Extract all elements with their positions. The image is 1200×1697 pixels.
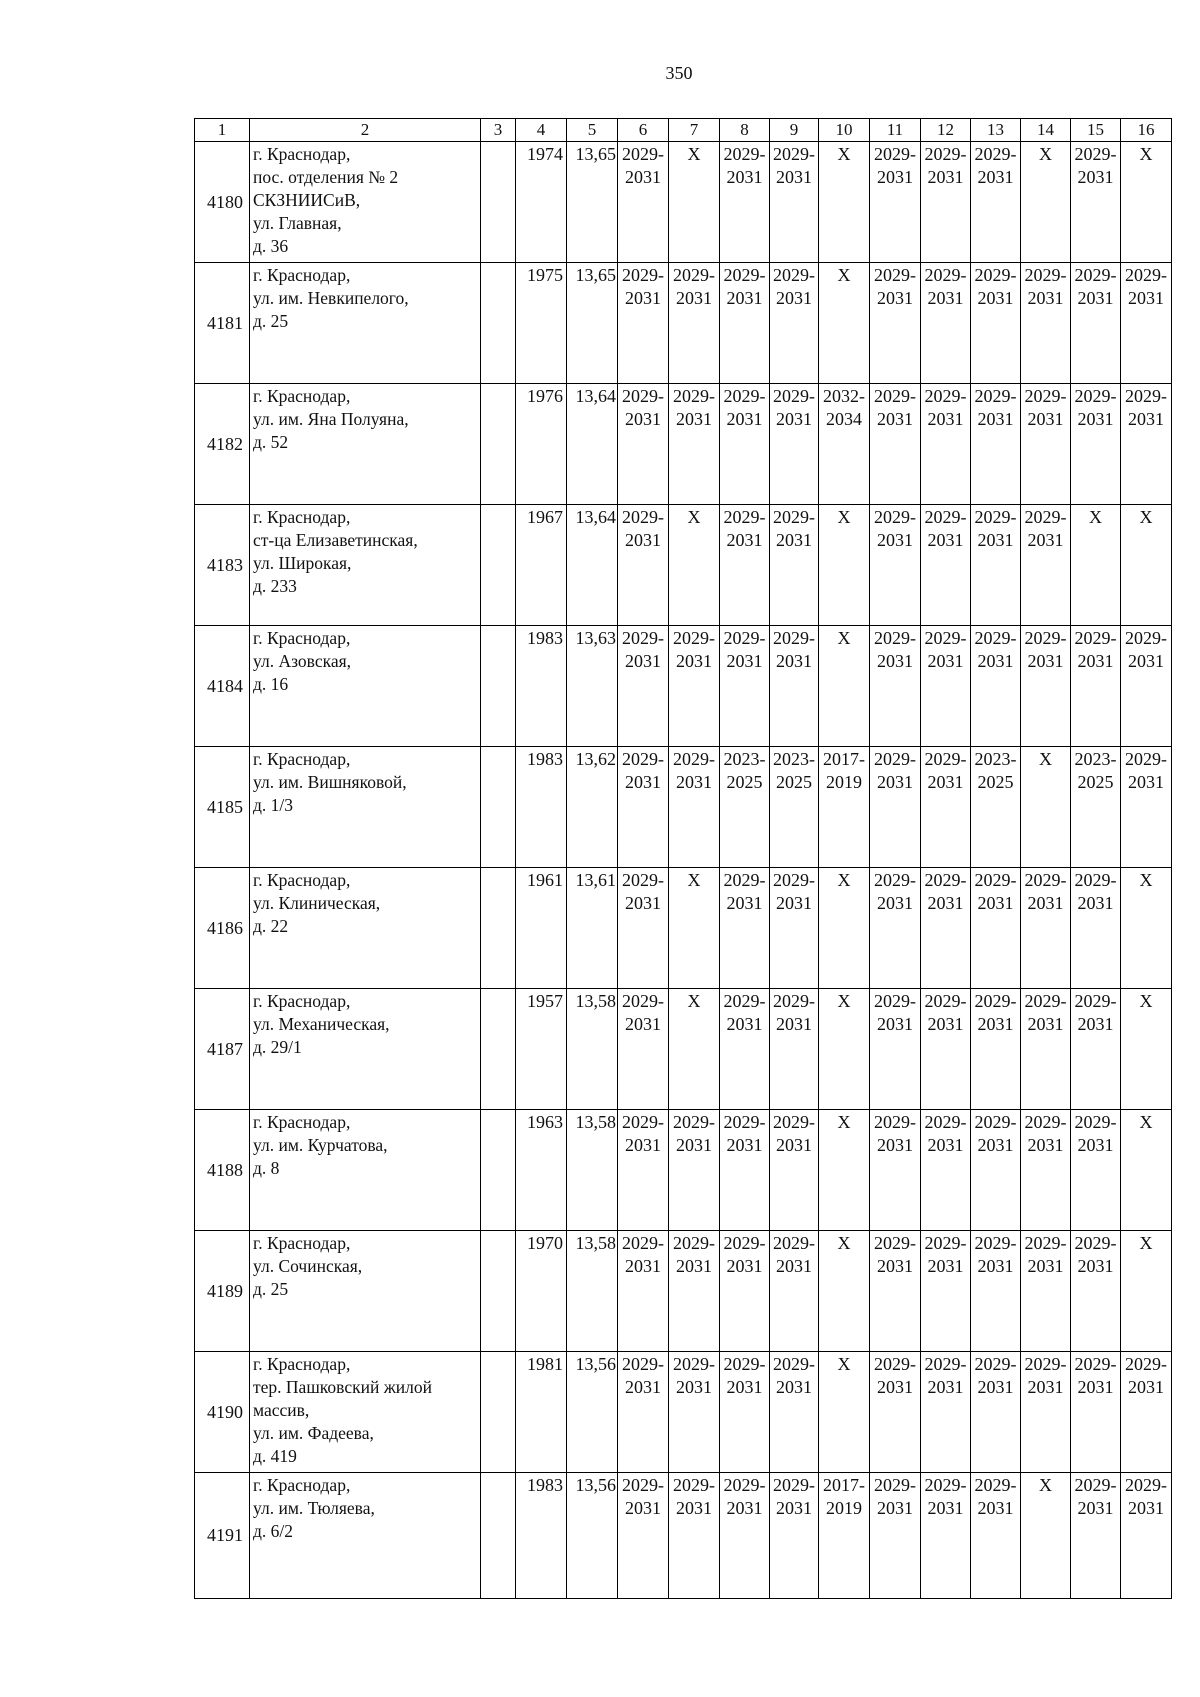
header-cell-16: 16 — [1121, 119, 1172, 142]
period-cell-col-14: 2029-2031 — [1021, 1110, 1071, 1231]
period-cell-col-10: X — [819, 263, 870, 384]
period-cell-col-11: 2029-2031 — [870, 505, 921, 626]
period-cell-col-15: 2029-2031 — [1071, 1473, 1121, 1599]
period-cell-col-12: 2029-2031 — [921, 626, 971, 747]
address-line: д. 25 — [253, 1279, 289, 1299]
period-cell-col-16: 2029-2031 — [1121, 626, 1172, 747]
column-3-cell — [481, 505, 516, 626]
period-cell-col-9: 2029-2031 — [770, 1352, 819, 1473]
period-cell-col-15: 2029-2031 — [1071, 1110, 1121, 1231]
address-cell — [250, 626, 481, 747]
period-cell-col-6: 2029-2031 — [618, 263, 669, 384]
address-line: д. 1/3 — [253, 795, 294, 815]
period-cell-col-9: 2029-2031 — [770, 868, 819, 989]
address-cell — [250, 263, 481, 384]
table-row — [195, 1110, 1172, 1231]
column-3-cell — [481, 1352, 516, 1473]
address-line: г. Краснодар, — [253, 1112, 351, 1132]
address-line: ул. Клиническая, — [253, 893, 381, 913]
address-line: д. 25 — [253, 311, 289, 331]
row-number: 4191 — [195, 1473, 250, 1599]
period-cell-col-7: 2029-2031 — [669, 626, 720, 747]
period-cell-col-13: 2029-2031 — [971, 989, 1021, 1110]
period-cell-col-10: X — [819, 505, 870, 626]
value-cell: 13,63 — [567, 626, 618, 747]
period-cell-col-14: 2029-2031 — [1021, 505, 1071, 626]
year-cell: 1970 — [516, 1231, 567, 1352]
period-cell-col-11: 2029-2031 — [870, 142, 921, 263]
header-cell-8: 8 — [720, 119, 770, 142]
period-cell-col-11: 2029-2031 — [870, 1110, 921, 1231]
period-cell-col-8: 2029-2031 — [720, 1352, 770, 1473]
year-cell: 1957 — [516, 989, 567, 1110]
year-cell: 1976 — [516, 384, 567, 505]
period-cell-col-12: 2029-2031 — [921, 1110, 971, 1231]
value-cell: 13,61 — [567, 868, 618, 989]
period-cell-col-10: 2032-2034 — [819, 384, 870, 505]
period-cell-col-6: 2029-2031 — [618, 747, 669, 868]
period-cell-col-14: 2029-2031 — [1021, 263, 1071, 384]
period-cell-col-8: 2029-2031 — [720, 626, 770, 747]
period-cell-col-11: 2029-2031 — [870, 626, 921, 747]
period-cell-col-14: X — [1021, 747, 1071, 868]
period-cell-col-7: 2029-2031 — [669, 1231, 720, 1352]
period-cell-col-13: 2029-2031 — [971, 1110, 1021, 1231]
address-line: г. Краснодар, — [253, 991, 351, 1011]
period-cell-col-11: 2029-2031 — [870, 1231, 921, 1352]
header-cell-6: 6 — [618, 119, 669, 142]
address-line: г. Краснодар, — [253, 507, 351, 527]
period-cell-col-7: 2029-2031 — [669, 1352, 720, 1473]
address-line: пос. отделения № 2 — [253, 167, 399, 187]
header-cell-4: 4 — [516, 119, 567, 142]
address-line: ул. Азовская, — [253, 651, 352, 671]
address-line: ул. им. Вишняковой, — [253, 772, 407, 792]
value-cell: 13,65 — [567, 263, 618, 384]
period-cell-col-8: 2029-2031 — [720, 384, 770, 505]
address-line: г. Краснодар, — [253, 628, 351, 648]
period-cell-col-16: X — [1121, 989, 1172, 1110]
period-cell-col-6: 2029-2031 — [618, 1110, 669, 1231]
year-cell: 1974 — [516, 142, 567, 263]
period-cell-col-15: 2029-2031 — [1071, 626, 1121, 747]
period-cell-col-8: 2029-2031 — [720, 989, 770, 1110]
table-row — [195, 747, 1172, 868]
period-cell-col-6: 2029-2031 — [618, 142, 669, 263]
period-cell-col-9: 2029-2031 — [770, 505, 819, 626]
header-cell-7: 7 — [669, 119, 720, 142]
period-cell-col-7: X — [669, 989, 720, 1110]
column-3-cell — [481, 384, 516, 505]
header-row — [195, 119, 1172, 142]
data-table — [194, 118, 1172, 1599]
table-body — [195, 142, 1172, 1599]
row-number: 4189 — [195, 1231, 250, 1352]
period-cell-col-16: 2029-2031 — [1121, 1352, 1172, 1473]
period-cell-col-9: 2029-2031 — [770, 1473, 819, 1599]
address-cell — [250, 1352, 481, 1473]
period-cell-col-12: 2029-2031 — [921, 1473, 971, 1599]
column-3-cell — [481, 868, 516, 989]
period-cell-col-9: 2029-2031 — [770, 626, 819, 747]
period-cell-col-7: X — [669, 505, 720, 626]
period-cell-col-8: 2029-2031 — [720, 1473, 770, 1599]
address-line: массив, — [253, 1400, 310, 1420]
row-number: 4182 — [195, 384, 250, 505]
address-line: ул. им. Фадеева, — [253, 1423, 374, 1443]
value-cell: 13,56 — [567, 1352, 618, 1473]
header-cell-12: 12 — [921, 119, 971, 142]
period-cell-col-7: 2029-2031 — [669, 1110, 720, 1231]
column-3-cell — [481, 1231, 516, 1352]
period-cell-col-8: 2029-2031 — [720, 142, 770, 263]
period-cell-col-9: 2029-2031 — [770, 263, 819, 384]
value-cell: 13,65 — [567, 142, 618, 263]
address-line: д. 29/1 — [253, 1037, 302, 1057]
address-cell — [250, 142, 481, 263]
period-cell-col-10: X — [819, 1231, 870, 1352]
period-cell-col-15: 2023-2025 — [1071, 747, 1121, 868]
period-cell-col-11: 2029-2031 — [870, 384, 921, 505]
table-row — [195, 384, 1172, 505]
period-cell-col-7: 2029-2031 — [669, 1473, 720, 1599]
address-line: ул. им. Невкипелого, — [253, 288, 409, 308]
address-line: д. 419 — [253, 1446, 297, 1466]
period-cell-col-13: 2029-2031 — [971, 505, 1021, 626]
period-cell-col-15: 2029-2031 — [1071, 1231, 1121, 1352]
column-3-cell — [481, 1473, 516, 1599]
period-cell-col-15: 2029-2031 — [1071, 1352, 1121, 1473]
period-cell-col-10: X — [819, 1352, 870, 1473]
table-row — [195, 263, 1172, 384]
period-cell-col-15: X — [1071, 505, 1121, 626]
year-cell: 1983 — [516, 1473, 567, 1599]
period-cell-col-11: 2029-2031 — [870, 868, 921, 989]
row-number: 4187 — [195, 989, 250, 1110]
period-cell-col-6: 2029-2031 — [618, 868, 669, 989]
period-cell-col-16: 2029-2031 — [1121, 384, 1172, 505]
period-cell-col-15: 2029-2031 — [1071, 263, 1121, 384]
period-cell-col-7: X — [669, 868, 720, 989]
address-cell — [250, 505, 481, 626]
period-cell-col-8: 2029-2031 — [720, 868, 770, 989]
period-cell-col-12: 2029-2031 — [921, 868, 971, 989]
row-number: 4180 — [195, 142, 250, 263]
address-line: д. 36 — [253, 236, 289, 256]
address-line: ул. Главная, — [253, 213, 342, 233]
header-cell-1: 1 — [195, 119, 250, 142]
period-cell-col-13: 2029-2031 — [971, 263, 1021, 384]
period-cell-col-12: 2029-2031 — [921, 989, 971, 1110]
address-line: ул. Сочинская, — [253, 1256, 363, 1276]
period-cell-col-6: 2029-2031 — [618, 626, 669, 747]
period-cell-col-12: 2029-2031 — [921, 505, 971, 626]
year-cell: 1967 — [516, 505, 567, 626]
address-cell — [250, 989, 481, 1110]
period-cell-col-9: 2023-2025 — [770, 747, 819, 868]
address-line: г. Краснодар, — [253, 870, 351, 890]
period-cell-col-11: 2029-2031 — [870, 1352, 921, 1473]
address-line: д. 52 — [253, 432, 289, 452]
period-cell-col-14: 2029-2031 — [1021, 1231, 1071, 1352]
table-row — [195, 989, 1172, 1110]
period-cell-col-10: X — [819, 989, 870, 1110]
period-cell-col-15: 2029-2031 — [1071, 142, 1121, 263]
period-cell-col-9: 2029-2031 — [770, 384, 819, 505]
row-number: 4190 — [195, 1352, 250, 1473]
period-cell-col-16: 2029-2031 — [1121, 263, 1172, 384]
period-cell-col-9: 2029-2031 — [770, 142, 819, 263]
table-row — [195, 142, 1172, 263]
address-line: ст-ца Елизаветинская, — [253, 530, 418, 550]
column-3-cell — [481, 626, 516, 747]
address-cell — [250, 868, 481, 989]
address-line: г. Краснодар, — [253, 749, 351, 769]
table-row — [195, 626, 1172, 747]
row-number: 4185 — [195, 747, 250, 868]
period-cell-col-13: 2029-2031 — [971, 868, 1021, 989]
address-line: г. Краснодар, — [253, 1354, 351, 1374]
period-cell-col-16: X — [1121, 1231, 1172, 1352]
period-cell-col-16: X — [1121, 868, 1172, 989]
table-row — [195, 1352, 1172, 1473]
period-cell-col-14: X — [1021, 142, 1071, 263]
row-number: 4184 — [195, 626, 250, 747]
period-cell-col-6: 2029-2031 — [618, 505, 669, 626]
year-cell: 1981 — [516, 1352, 567, 1473]
period-cell-col-14: 2029-2031 — [1021, 1352, 1071, 1473]
period-cell-col-13: 2029-2031 — [971, 384, 1021, 505]
column-3-cell — [481, 263, 516, 384]
period-cell-col-16: X — [1121, 1110, 1172, 1231]
period-cell-col-14: 2029-2031 — [1021, 868, 1071, 989]
column-3-cell — [481, 1110, 516, 1231]
column-3-cell — [481, 989, 516, 1110]
header-cell-15: 15 — [1071, 119, 1121, 142]
period-cell-col-6: 2029-2031 — [618, 1231, 669, 1352]
year-cell: 1983 — [516, 626, 567, 747]
period-cell-col-13: 2029-2031 — [971, 1473, 1021, 1599]
period-cell-col-7: X — [669, 142, 720, 263]
address-cell — [250, 1473, 481, 1599]
period-cell-col-15: 2029-2031 — [1071, 384, 1121, 505]
address-line: СКЗНИИСиВ, — [253, 190, 361, 210]
period-cell-col-11: 2029-2031 — [870, 747, 921, 868]
value-cell: 13,58 — [567, 1110, 618, 1231]
period-cell-col-15: 2029-2031 — [1071, 868, 1121, 989]
address-cell — [250, 1231, 481, 1352]
year-cell: 1961 — [516, 868, 567, 989]
value-cell: 13,56 — [567, 1473, 618, 1599]
header-cell-2: 2 — [250, 119, 481, 142]
period-cell-col-8: 2023-2025 — [720, 747, 770, 868]
period-cell-col-12: 2029-2031 — [921, 1231, 971, 1352]
period-cell-col-13: 2029-2031 — [971, 1231, 1021, 1352]
period-cell-col-14: 2029-2031 — [1021, 626, 1071, 747]
address-line: ул. Широкая, — [253, 553, 352, 573]
period-cell-col-10: X — [819, 1110, 870, 1231]
value-cell: 13,58 — [567, 1231, 618, 1352]
period-cell-col-10: 2017-2019 — [819, 747, 870, 868]
period-cell-col-6: 2029-2031 — [618, 1352, 669, 1473]
value-cell: 13,64 — [567, 505, 618, 626]
year-cell: 1983 — [516, 747, 567, 868]
address-line: г. Краснодар, — [253, 265, 351, 285]
address-line: г. Краснодар, — [253, 386, 351, 406]
row-number: 4186 — [195, 868, 250, 989]
table-row — [195, 868, 1172, 989]
period-cell-col-9: 2029-2031 — [770, 1110, 819, 1231]
period-cell-col-14: 2029-2031 — [1021, 384, 1071, 505]
year-cell: 1975 — [516, 263, 567, 384]
period-cell-col-13: 2029-2031 — [971, 626, 1021, 747]
period-cell-col-13: 2029-2031 — [971, 142, 1021, 263]
table-row — [195, 1473, 1172, 1599]
period-cell-col-13: 2029-2031 — [971, 1352, 1021, 1473]
period-cell-col-7: 2029-2031 — [669, 384, 720, 505]
period-cell-col-8: 2029-2031 — [720, 263, 770, 384]
header-cell-14: 14 — [1021, 119, 1071, 142]
value-cell: 13,58 — [567, 989, 618, 1110]
period-cell-col-9: 2029-2031 — [770, 989, 819, 1110]
header-cell-11: 11 — [870, 119, 921, 142]
period-cell-col-14: 2029-2031 — [1021, 989, 1071, 1110]
row-number: 4183 — [195, 505, 250, 626]
page-number: 350 — [665, 63, 693, 83]
period-cell-col-8: 2029-2031 — [720, 1231, 770, 1352]
period-cell-col-12: 2029-2031 — [921, 142, 971, 263]
header-cell-3: 3 — [481, 119, 516, 142]
address-line: д. 6/2 — [253, 1521, 294, 1541]
period-cell-col-13: 2023-2025 — [971, 747, 1021, 868]
period-cell-col-10: X — [819, 868, 870, 989]
period-cell-col-11: 2029-2031 — [870, 989, 921, 1110]
column-3-cell — [481, 142, 516, 263]
address-cell — [250, 384, 481, 505]
period-cell-col-7: 2029-2031 — [669, 263, 720, 384]
address-line: д. 16 — [253, 674, 289, 694]
table-header — [195, 119, 1172, 142]
value-cell: 13,64 — [567, 384, 618, 505]
table-row — [195, 505, 1172, 626]
value-cell: 13,62 — [567, 747, 618, 868]
row-number: 4181 — [195, 263, 250, 384]
period-cell-col-16: X — [1121, 505, 1172, 626]
period-cell-col-12: 2029-2031 — [921, 747, 971, 868]
period-cell-col-11: 2029-2031 — [870, 263, 921, 384]
address-line: ул. им. Курчатова, — [253, 1135, 388, 1155]
period-cell-col-10: 2017-2019 — [819, 1473, 870, 1599]
period-cell-col-11: 2029-2031 — [870, 1473, 921, 1599]
header-cell-10: 10 — [819, 119, 870, 142]
address-line: д. 22 — [253, 916, 289, 936]
period-cell-col-12: 2029-2031 — [921, 1352, 971, 1473]
address-line: ул. им. Яна Полуяна, — [253, 409, 409, 429]
row-number: 4188 — [195, 1110, 250, 1231]
year-cell: 1963 — [516, 1110, 567, 1231]
period-cell-col-8: 2029-2031 — [720, 505, 770, 626]
address-line: д. 8 — [253, 1158, 280, 1178]
period-cell-col-14: X — [1021, 1473, 1071, 1599]
address-line: г. Краснодар, — [253, 1233, 351, 1253]
period-cell-col-12: 2029-2031 — [921, 384, 971, 505]
address-line: ул. Механическая, — [253, 1014, 390, 1034]
period-cell-col-10: X — [819, 626, 870, 747]
address-line: ул. им. Тюляева, — [253, 1498, 375, 1518]
header-cell-9: 9 — [770, 119, 819, 142]
period-cell-col-16: 2029-2031 — [1121, 1473, 1172, 1599]
address-line: д. 233 — [253, 576, 297, 596]
address-line: г. Краснодар, — [253, 144, 351, 164]
address-line: г. Краснодар, — [253, 1475, 351, 1495]
header-cell-13: 13 — [971, 119, 1021, 142]
period-cell-col-16: X — [1121, 142, 1172, 263]
period-cell-col-15: 2029-2031 — [1071, 989, 1121, 1110]
table-row — [195, 1231, 1172, 1352]
address-line: тер. Пашковский жилой — [253, 1377, 432, 1397]
column-3-cell — [481, 747, 516, 868]
period-cell-col-9: 2029-2031 — [770, 1231, 819, 1352]
period-cell-col-6: 2029-2031 — [618, 989, 669, 1110]
period-cell-col-12: 2029-2031 — [921, 263, 971, 384]
header-cell-5: 5 — [567, 119, 618, 142]
period-cell-col-10: X — [819, 142, 870, 263]
period-cell-col-6: 2029-2031 — [618, 1473, 669, 1599]
period-cell-col-6: 2029-2031 — [618, 384, 669, 505]
period-cell-col-16: 2029-2031 — [1121, 747, 1172, 868]
period-cell-col-8: 2029-2031 — [720, 1110, 770, 1231]
address-cell — [250, 747, 481, 868]
address-cell — [250, 1110, 481, 1231]
period-cell-col-7: 2029-2031 — [669, 747, 720, 868]
